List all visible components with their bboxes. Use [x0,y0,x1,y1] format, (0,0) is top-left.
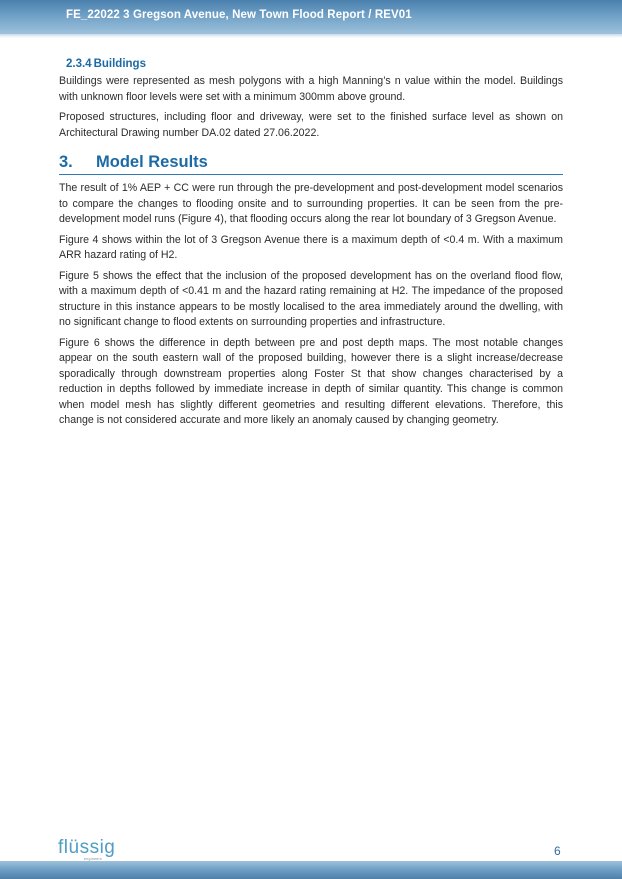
footer-band [0,861,622,879]
section-heading [59,151,563,175]
page-number: 6 [554,844,561,858]
paragraph: Figure 6 shows the difference in depth between pre and post depth maps. The most notable changes appear on the south eastern wall of the proposed building, however there is a slight increase/decrease sporadically through downstream properties along Foster St that show changes characterised by a reduction in depths followed by immediate increase in depth of similar quantity. This change is common when model mesh has slightly different geometries and resulting different elevations. Therefore, this change is not considered accurate and more likely an anomaly caused by changing geometry. [59,336,563,426]
paragraph: Proposed structures, including floor and driveway, were set to the finished surface level as shown on Architectural Drawing number DA.02 dated 27.06.2022. [59,111,563,139]
paragraph: Figure 4 shows within the lot of 3 Gregson Avenue there is a maximum depth of <0.4 m. With a maximum ARR hazard rating of H2. [59,233,563,261]
company-logo [58,837,128,863]
header-shadow [0,34,622,38]
paragraph: Buildings were represented as mesh polygons with a high Manning’s n value within the model. Buildings with unknown floor levels were set with a minimum 300mm above ground. [59,75,563,103]
logo-wordmark: flüssig [58,837,116,858]
subsection-heading [66,58,563,70]
logo-subtext: engineers [84,857,103,861]
subsection-title: Buildings [93,58,146,70]
paragraph: The result of 1% AEP + CC were run through the pre-development and post-development model scenarios to compare the changes to flooding onsite and to surrounding properties. It can be seen from the pre-development model runs (Figure 4), that flooding occurs along the rear lot boundary of 3 Gregson Avenue. [59,182,563,225]
section-title: Model Results [96,153,208,171]
document-header-title: FE_22022 3 Gregson Avenue, New Town Flood Report / REV01 [66,9,412,21]
paragraph: Figure 5 shows the effect that the inclusion of the proposed development has on the overland flood flow, with a maximum depth of <0.41 m and the hazard rating remaining at H2. The impedance of the proposed structure in this instance appears to be mostly localised to the area immediately around the dwelling, with no significant change to flood extents on surrounding properties and infrastructure. [59,269,563,328]
page-content [59,58,563,434]
subsection-number: 2.3.4 [66,58,92,70]
section-number: 3. [59,153,73,171]
